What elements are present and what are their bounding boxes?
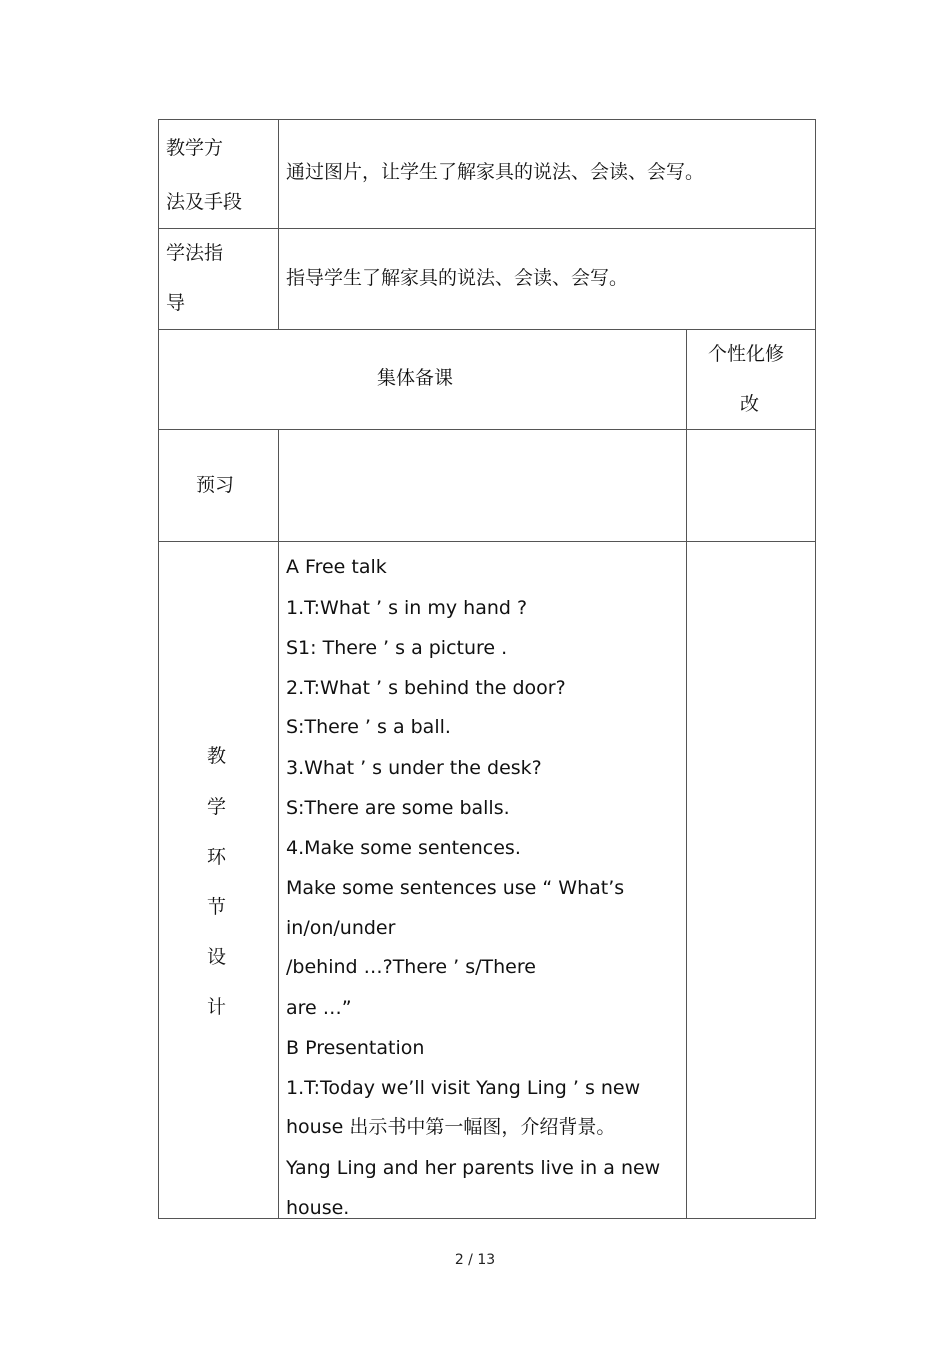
preview-label: 预习 [196,474,235,496]
table-border-left [158,119,159,1219]
design-label-char: 教 [207,745,227,767]
row-divider [158,329,816,330]
method-label-line2: 法及手段 [166,191,243,213]
guidance-content: 指导学生了解家具的说法、会读、会写。 [286,267,629,289]
column-divider [278,119,279,329]
row-divider [158,541,816,542]
method-label-line1: 教学方 [166,137,224,159]
lesson-steps [286,556,684,1219]
design-label-char: 计 [207,996,227,1018]
lesson-line: 1.T:Today we’ll visit Yang Ling ’ s new [286,1077,641,1099]
guidance-label-line2: 导 [166,292,186,314]
lesson-line: 4.Make some sentences. [286,837,521,859]
lesson-line: house 出示书中第一幅图，介绍背景。 [286,1116,616,1138]
design-label-char: 节 [207,896,227,918]
table-border-right [815,119,816,1219]
row-divider [158,429,816,430]
lesson-line: 1.T:What ’ s in my hand ? [286,597,528,619]
lesson-line: 3.What ’ s under the desk? [286,757,542,779]
guidance-label-line1: 学法指 [166,242,224,264]
lesson-line: A Free talk [286,556,387,578]
column-divider [686,329,687,1219]
table-border-bottom [158,1218,816,1219]
lesson-line: are …” [286,997,352,1019]
personal-header-line2: 改 [740,393,760,415]
lesson-line: Make some sentences use “ What’s [286,877,625,899]
lesson-line: house. [286,1197,350,1219]
lesson-line: B Presentation [286,1037,425,1059]
method-content: 通过图片，让学生了解家具的说法、会读、会写。 [286,161,705,183]
table-border-top [158,119,816,120]
column-divider [278,429,279,1219]
lesson-line: /behind …?There ’ s/There [286,956,536,978]
row-divider [158,228,816,229]
design-label-char: 环 [207,846,227,868]
lesson-line: S:There are some balls. [286,797,510,819]
lesson-line: 2.T:What ’ s behind the door? [286,677,566,699]
lesson-line: S1: There ’ s a picture . [286,637,508,659]
personal-header-line1: 个性化修 [708,343,785,365]
page-number: 2 / 13 [454,1252,496,1268]
design-label-char: 学 [207,796,227,818]
lesson-line: S:There ’ s a ball. [286,716,451,738]
lesson-line: in/on/under [286,917,396,939]
lesson-line: Yang Ling and her parents live in a new [286,1157,661,1179]
collective-header: 集体备课 [377,367,454,389]
design-label-char: 设 [207,946,227,968]
